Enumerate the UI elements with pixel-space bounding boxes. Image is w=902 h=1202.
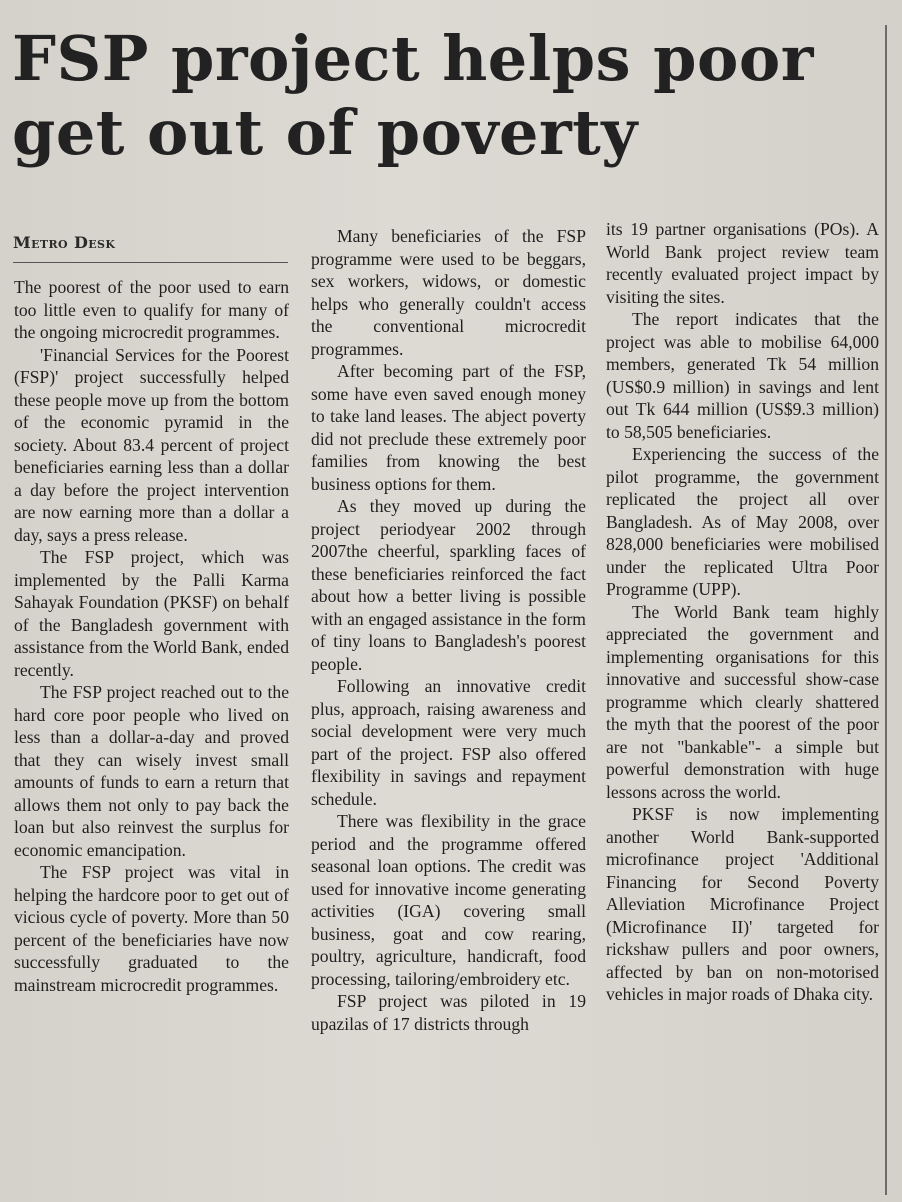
paragraph: Many beneficiaries of the FSP programme were used to be beggars, sex workers, widows, or domestic helps who generally couldn't access the conventional microcredit programmes.	[311, 226, 586, 359]
paragraph: PKSF is now implementing another World Bank-supported microfinance project 'Additional Financing for Second Poverty Alleviation Microfinance Project (Microfinance II)' targeted for rickshaw pullers and poor owners, affected by ban on non-motorised vehicles in major roads of Dhaka city.	[606, 804, 879, 1004]
paragraph: There was flexibility in the grace period and the programme offered seasonal loan options. The credit was used for innovative income generating activities (IGA) covering small business, goat and cow rearing, poultry, agriculture, handicraft, food processing, tailoring/embroidery etc.	[311, 811, 586, 989]
paragraph: The FSP project, which was implemented by the Palli Karma Sahayak Foundation (PKSF) on behalf of the Bangladesh government with assistance from the World Bank, ended recently.	[14, 547, 289, 680]
paragraph: its 19 partner organisations (POs). A World Bank project review team recently evaluated project impact by visiting the sites.	[606, 219, 879, 307]
article-column-3	[606, 218, 879, 1006]
paragraph: FSP project was piloted in 19 upazilas of 17 districts through	[311, 991, 586, 1034]
paragraph: 'Financial Services for the Poorest (FSP)' project successfully helped these people move up from the bottom of the economic pyramid in the society. About 83.4 percent of project beneficiaries earning less than a dollar a day before the project intervention are now earning more than a dollar a day, says a press release.	[14, 344, 289, 545]
paragraph: As they moved up during the project periodyear 2002 through 2007the cheerful, sparkling faces of these beneficiaries reinforced the fact about how a better living is possible with an engaged assistance in the form of tiny loans to Bangladesh's poorest people.	[311, 496, 586, 674]
headline: FSP project helps poor get out of poverty	[12, 22, 814, 169]
article-column-2	[311, 225, 586, 1035]
paragraph: The report indicates that the project was able to mobilise 64,000 members, generated Tk 54 million (US$0.9 million) in savings and lent out Tk 644 million (US$9.3 million) to 58,505 beneficiaries.	[606, 309, 879, 442]
byline: Metro Desk	[13, 233, 116, 252]
paragraph: The FSP project reached out to the hard core poor people who lived on less than a dollar-a-day and proved that they can wisely invest small amounts of funds to earn a return that allows them not only to pay back the loan but also reinvest the surplus for economic emancipation.	[14, 682, 289, 860]
column-border-rule	[885, 25, 887, 1195]
paragraph: Following an innovative credit plus, approach, raising awareness and social development were very much part of the project. FSP also offered flexibility in savings and repayment schedule.	[311, 676, 586, 809]
paragraph: Experiencing the success of the pilot programme, the government replicated the project all over Bangladesh. As of May 2008, over 828,000 beneficiaries were mobilised under the replicated Ultra Poor Programme (UPP).	[606, 444, 879, 599]
paragraph: The FSP project was vital in helping the hardcore poor to get out of vicious cycle of poverty. More than 50 percent of the beneficiaries have now successfully graduated to the mainstream microcredit programmes.	[14, 862, 289, 995]
paragraph: The World Bank team highly appreciated the government and implementing organisations for this innovative and successful show-case programme which clearly shattered the myth that the poorest of the poor are not "bankable"- a simple but powerful demonstration with huge lessons across the world.	[606, 601, 879, 802]
paragraph: After becoming part of the FSP, some have even saved enough money to take land leases. The abject poverty did not preclude these extremely poor families from knowing the best business options for them.	[311, 361, 586, 494]
byline-divider	[13, 262, 288, 263]
paragraph: The poorest of the poor used to earn too little even to qualify for many of the ongoing microcredit programmes.	[14, 277, 289, 342]
article-column-1	[14, 276, 289, 996]
